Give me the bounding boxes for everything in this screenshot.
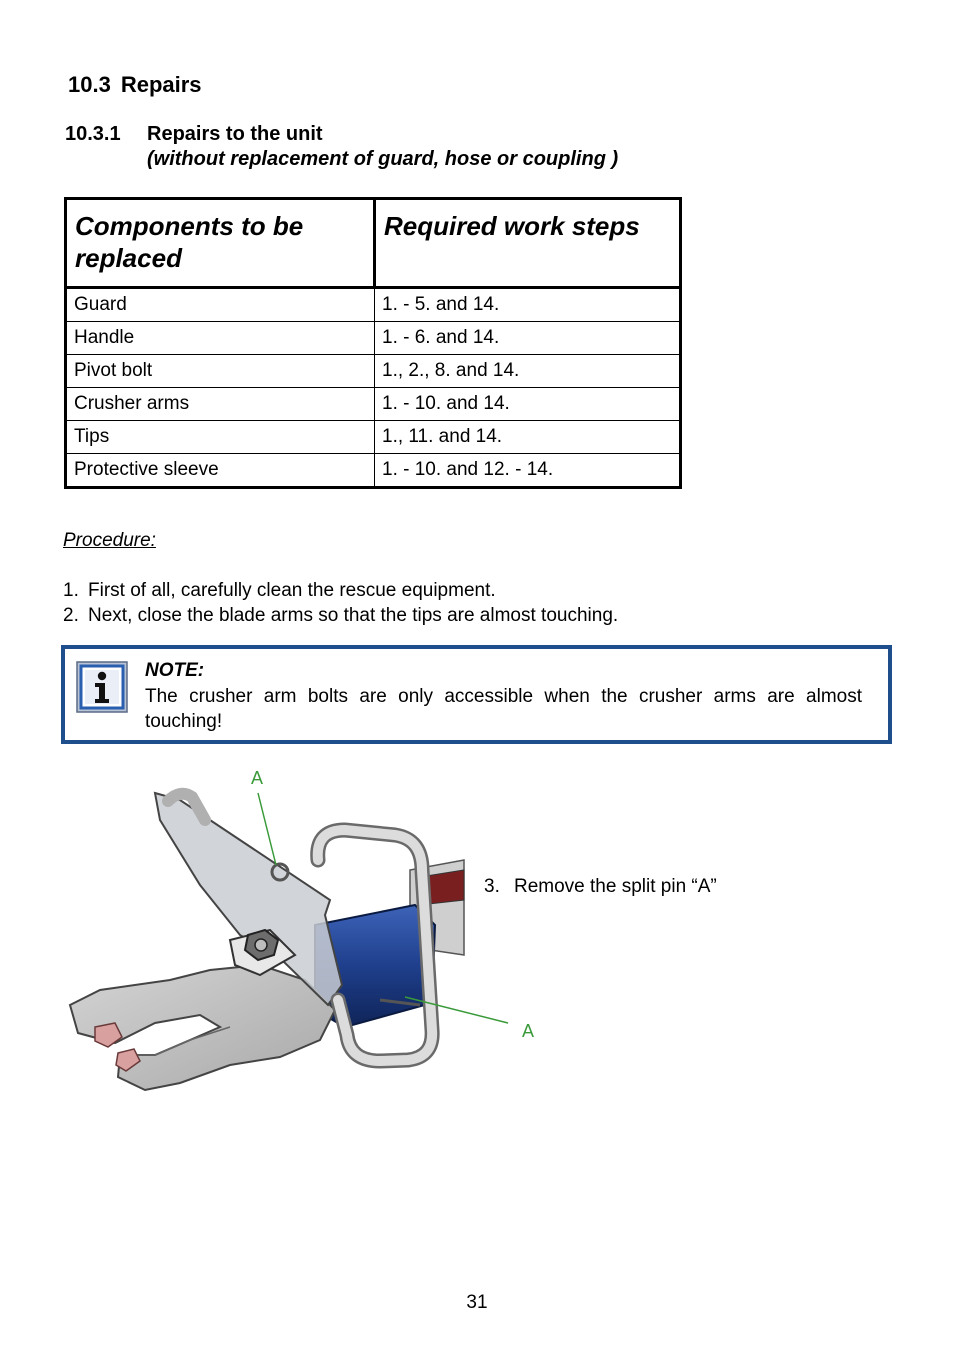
- table-cell-component: Tips: [66, 421, 375, 454]
- step-text: Next, close the blade arms so that the tips are almost touching.: [88, 605, 619, 626]
- step-text: Remove the split pin “A”: [514, 876, 717, 897]
- subsection-number: 10.3.1: [65, 123, 121, 145]
- table-cell-component: Guard: [66, 288, 375, 322]
- table-row: [66, 288, 681, 322]
- step-number: 3.: [484, 876, 500, 897]
- table-header-components: Components to be replaced: [66, 199, 375, 288]
- table-cell-component: Handle: [66, 322, 375, 355]
- table-cell-component: Pivot bolt: [66, 355, 375, 388]
- table-cell-steps: 1., 2., 8. and 14.: [375, 355, 681, 388]
- table-cell-steps: 1., 11. and 14.: [375, 421, 681, 454]
- procedure-step: [484, 876, 717, 898]
- callout-label-a-top: A: [251, 768, 264, 788]
- table-row: [66, 388, 681, 421]
- table-row: [66, 322, 681, 355]
- table-header-steps: Required work steps: [375, 199, 681, 288]
- procedure-label: Procedure:: [63, 530, 156, 551]
- table-cell-steps: 1. - 10. and 12. - 14.: [375, 454, 681, 488]
- note-box: [61, 645, 892, 744]
- step-number: 1.: [63, 580, 79, 601]
- info-icon: [76, 661, 128, 713]
- note-label: NOTE:: [145, 660, 205, 681]
- table-row: [66, 421, 681, 454]
- section-title: Repairs: [120, 72, 202, 97]
- procedure-step: [63, 580, 496, 602]
- table-header-row: [66, 199, 681, 288]
- page-number: 31: [466, 1292, 488, 1313]
- section-number: 10.3: [68, 72, 111, 97]
- step-text: First of all, carefully clean the rescue equipment.: [88, 580, 496, 601]
- callout-label-a-bottom: A: [522, 1021, 535, 1041]
- subsection-title: Repairs to the unit: [147, 123, 323, 145]
- table-cell-steps: 1. - 10. and 14.: [375, 388, 681, 421]
- table-row: [66, 355, 681, 388]
- table-row: [66, 454, 681, 488]
- components-table: [64, 197, 682, 489]
- table-cell-component: Crusher arms: [66, 388, 375, 421]
- procedure-step: [63, 605, 618, 627]
- section-heading: [68, 72, 202, 98]
- table-cell-steps: 1. - 5. and 14.: [375, 288, 681, 322]
- step-number: 2.: [63, 605, 79, 626]
- table-cell-component: Protective sleeve: [66, 454, 375, 488]
- crusher-illustration: [60, 765, 540, 1095]
- subsection-subtitle: (without replacement of guard, hose or coupling ): [147, 148, 619, 170]
- table-cell-steps: 1. - 6. and 14.: [375, 322, 681, 355]
- note-text: The crusher arm bolts are only accessible when the crusher arms are almost touching!: [145, 686, 862, 732]
